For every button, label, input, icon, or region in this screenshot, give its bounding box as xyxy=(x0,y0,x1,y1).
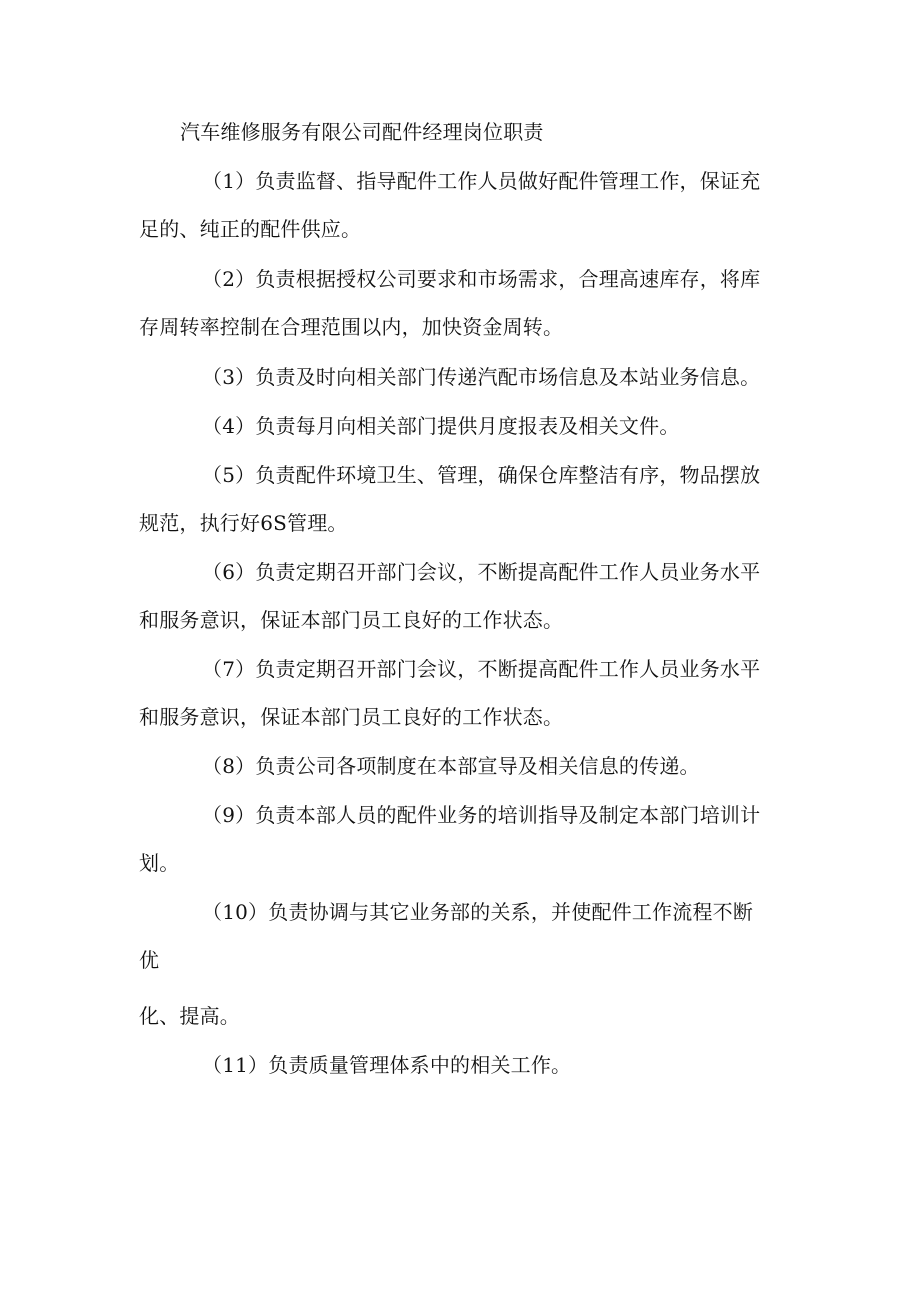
paragraph-2-line-1: （2）负责根据授权公司要求和市场需求，合理高速库存，将库 xyxy=(202,267,761,291)
paragraph-1-line-1: （1）负责监督、指导配件工作人员做好配件管理工作，保证充 xyxy=(202,169,761,193)
paragraph-10-line-2: 优 xyxy=(139,948,160,972)
document-title: 汽车维修服务有限公司配件经理岗位职责 xyxy=(180,120,544,144)
paragraph-5-line-2: 规范，执行好6S管理。 xyxy=(139,511,348,535)
paragraph-9-line-2: 划。 xyxy=(139,851,180,875)
paragraph-1-line-2: 足的、纯正的配件供应。 xyxy=(139,217,362,241)
paragraph-9-line-1: （9）负责本部人员的配件业务的培训指导及制定本部门培训计 xyxy=(202,803,761,827)
paragraph-7-line-1: （7）负责定期召开部门会议，不断提高配件工作人员业务水平 xyxy=(202,657,761,681)
paragraph-4: （4）负责每月向相关部门提供月度报表及相关文件。 xyxy=(202,414,680,438)
paragraph-8: （8）负责公司各项制度在本部宣导及相关信息的传递。 xyxy=(202,754,700,778)
paragraph-6-line-2: 和服务意识，保证本部门员工良好的工作状态。 xyxy=(139,608,564,632)
paragraph-11: （11）负责质量管理体系中的相关工作。 xyxy=(202,1053,572,1077)
paragraph-7-line-2: 和服务意识，保证本部门员工良好的工作状态。 xyxy=(139,705,564,729)
paragraph-10-line-1: （10）负责协调与其它业务部的关系，并使配件工作流程不断 xyxy=(202,900,754,924)
paragraph-5-line-1: （5）负责配件环境卫生、管理，确保仓库整洁有序，物品摆放 xyxy=(202,463,761,487)
paragraph-3: （3）负责及时向相关部门传递汽配市场信息及本站业务信息。 xyxy=(202,365,761,389)
paragraph-10-line-3: 化、提高。 xyxy=(139,1004,240,1028)
paragraph-6-line-1: （6）负责定期召开部门会议，不断提高配件工作人员业务水平 xyxy=(202,560,761,584)
paragraph-2-line-2: 存周转率控制在合理范围以内，加快资金周转。 xyxy=(139,315,564,339)
